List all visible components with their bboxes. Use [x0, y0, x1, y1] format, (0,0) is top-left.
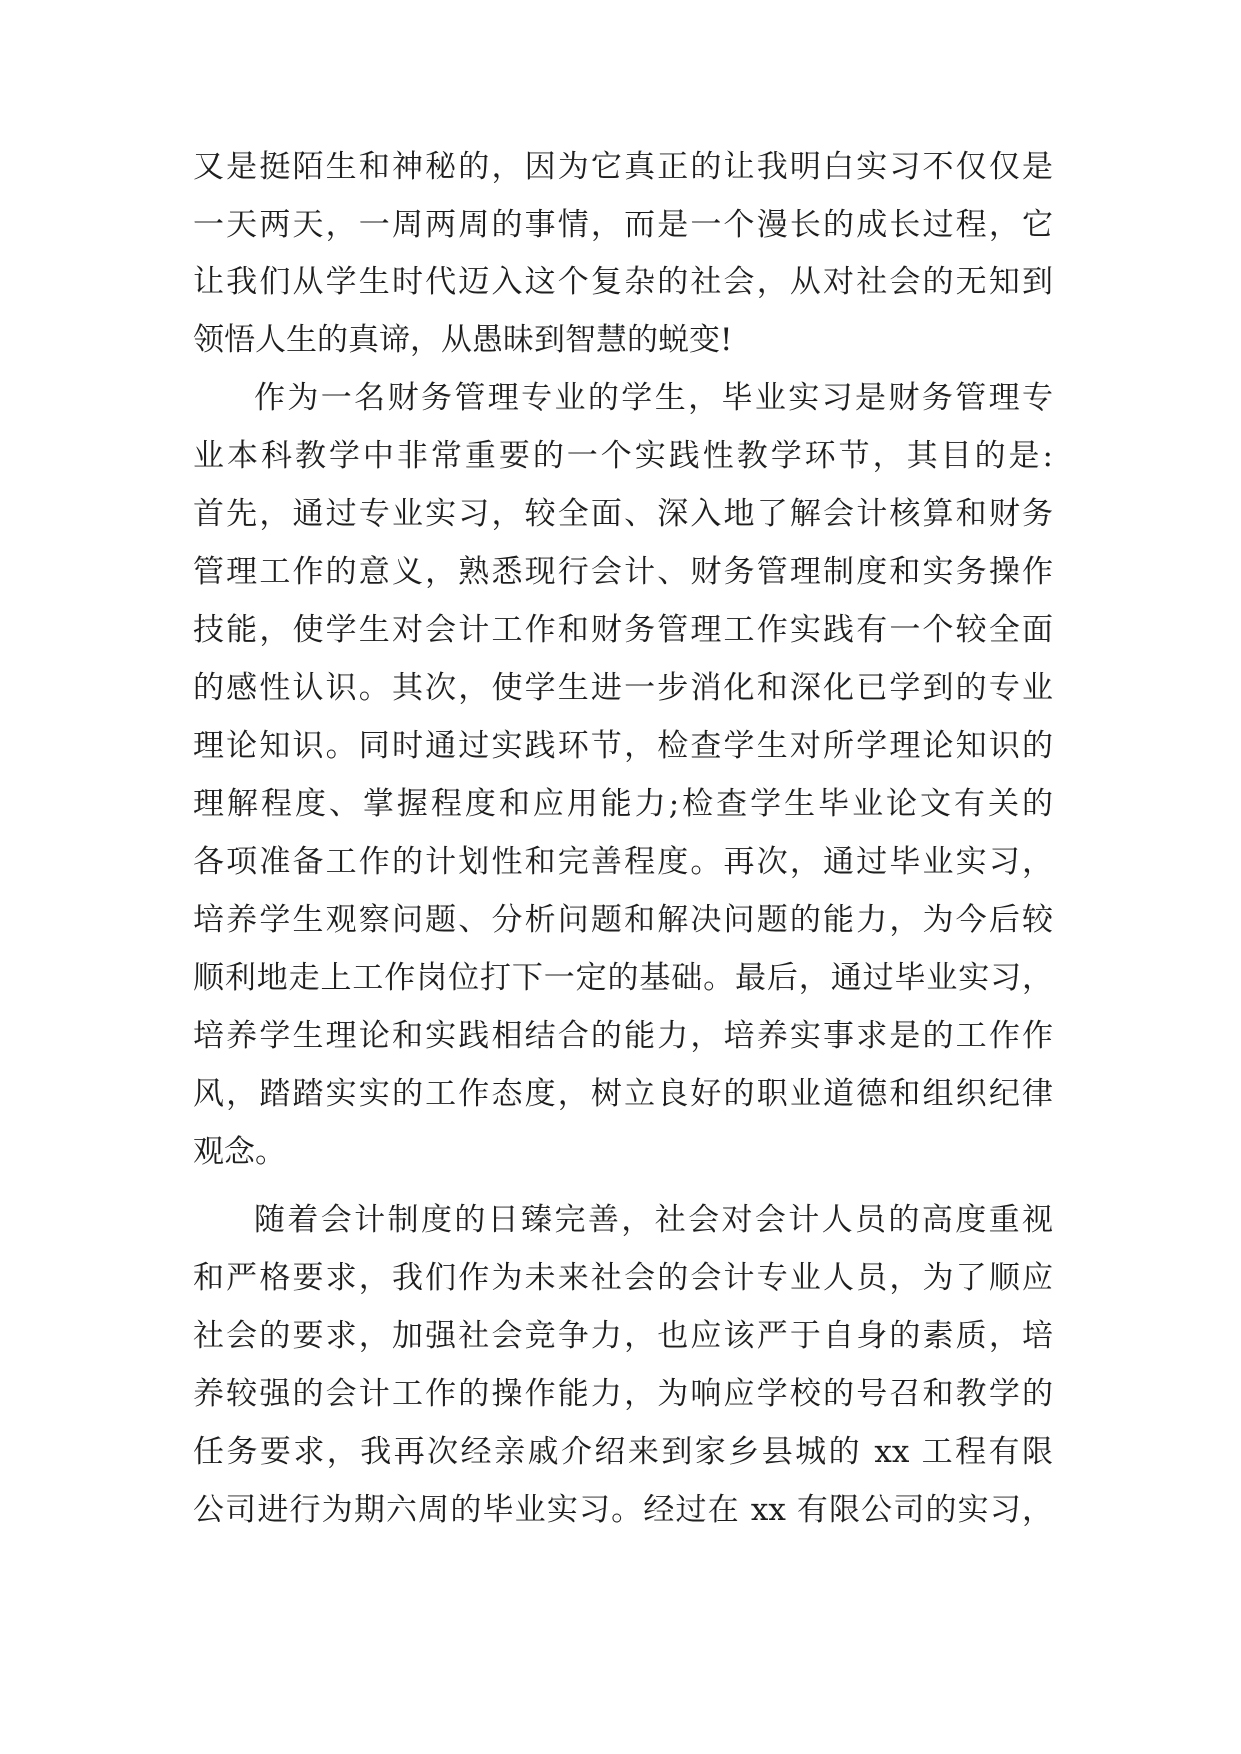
- text-line: 业本科教学中非常重要的一个实践性教学环节，其目的是:: [193, 438, 1053, 474]
- text-line: 社会的要求，加强社会竞争力，也应该严于自身的素质，培: [193, 1318, 1053, 1354]
- text-line: 养较强的会计工作的操作能力，为响应学校的号召和教学的: [193, 1376, 1053, 1412]
- text-line: 和严格要求，我们作为未来社会的会计专业人员，为了顺应: [193, 1260, 1053, 1296]
- paragraph-first-line: 随着会计制度的日臻完善，社会对会计人员的高度重视: [254, 1202, 1053, 1238]
- text-line: 领悟人生的真谛，从愚昧到智慧的蜕变!: [193, 322, 733, 358]
- text-line: 让我们从学生时代迈入这个复杂的社会，从对社会的无知到: [193, 264, 1053, 300]
- text-line: 各项准备工作的计划性和完善程度。再次，通过毕业实习，: [193, 844, 1053, 880]
- text-line: 管理工作的意义，熟悉现行会计、财务管理制度和实务操作: [193, 554, 1053, 590]
- paragraph-first-line: 作为一名财务管理专业的学生，毕业实习是财务管理专: [254, 380, 1053, 416]
- text-line: 风，踏踏实实的工作态度，树立良好的职业道德和组织纪律: [193, 1076, 1053, 1112]
- text-line: 技能，使学生对会计工作和财务管理工作实践有一个较全面: [193, 612, 1053, 648]
- text-line: 理论知识。同时通过实践环节，检查学生对所学理论知识的: [193, 728, 1053, 764]
- text-line: 一天两天，一周两周的事情，而是一个漫长的成长过程，它: [193, 207, 1053, 243]
- text-line: 培养学生观察问题、分析问题和解决问题的能力，为今后较: [193, 902, 1053, 938]
- text-line: 顺利地走上工作岗位打下一定的基础。最后，通过毕业实习，: [193, 960, 1053, 996]
- text-line: 又是挺陌生和神秘的，因为它真正的让我明白实习不仅仅是: [193, 149, 1053, 185]
- text-line: 公司进行为期六周的毕业实习。经过在 xx 有限公司的实习，: [193, 1492, 1053, 1528]
- text-line: 理解程度、掌握程度和应用能力;检查学生毕业论文有关的: [193, 786, 1053, 822]
- text-line: 观念。: [193, 1134, 286, 1170]
- text-line: 的感性认识。其次，使学生进一步消化和深化已学到的专业: [193, 670, 1053, 706]
- text-line: 首先，通过专业实习，较全面、深入地了解会计核算和财务: [193, 496, 1053, 532]
- text-line: 培养学生理论和实践相结合的能力，培养实事求是的工作作: [193, 1018, 1053, 1054]
- text-line: 任务要求，我再次经亲戚介绍来到家乡县城的 xx 工程有限: [193, 1434, 1053, 1470]
